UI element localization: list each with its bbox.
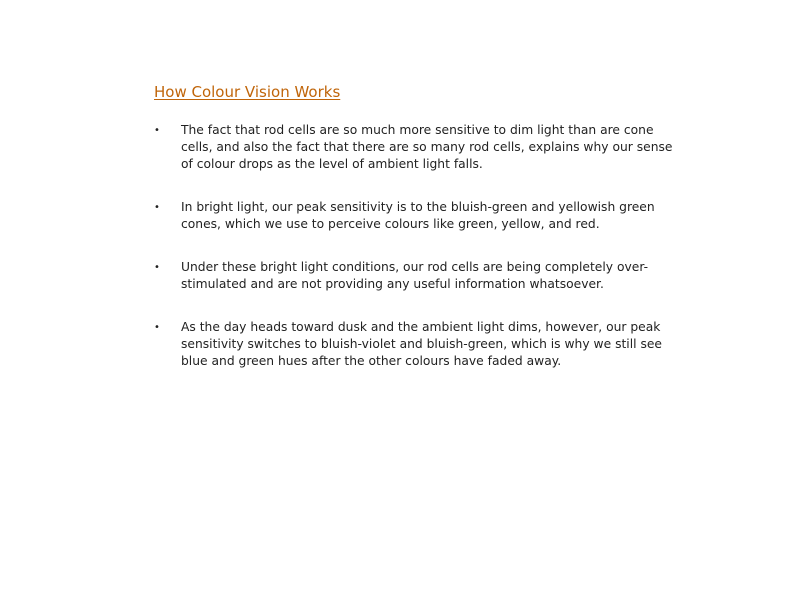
bullet-item (154, 259, 684, 293)
bullet-text: Under these bright light conditions, our rod cells are being completely over-stimulated and are not providing any useful information whatsoever. (181, 260, 649, 291)
bullet-item (154, 122, 684, 173)
bullet-text: The fact that rod cells are so much more sensitive to dim light than are cone cells, and also the fact that there are so many rod cells, explains why our sense of colour drops as the level of ambient light falls. (181, 123, 673, 171)
bullet-icon: • (154, 262, 160, 273)
bullet-list (154, 122, 684, 396)
slide-title: How Colour Vision Works (154, 83, 341, 101)
bullet-text: As the day heads toward dusk and the ambient light dims, however, our peak sensitivity switches to bluish-violet and bluish-green, which is why we still see blue and green hues after the other colours have faded away. (181, 320, 662, 368)
bullet-icon: • (154, 202, 160, 213)
bullet-item (154, 199, 684, 233)
bullet-icon: • (154, 125, 160, 136)
bullet-icon: • (154, 322, 160, 333)
bullet-item (154, 319, 684, 370)
bullet-text: In bright light, our peak sensitivity is to the bluish-green and yellowish green cones, which we use to perceive colours like green, yellow, and red. (181, 200, 655, 231)
